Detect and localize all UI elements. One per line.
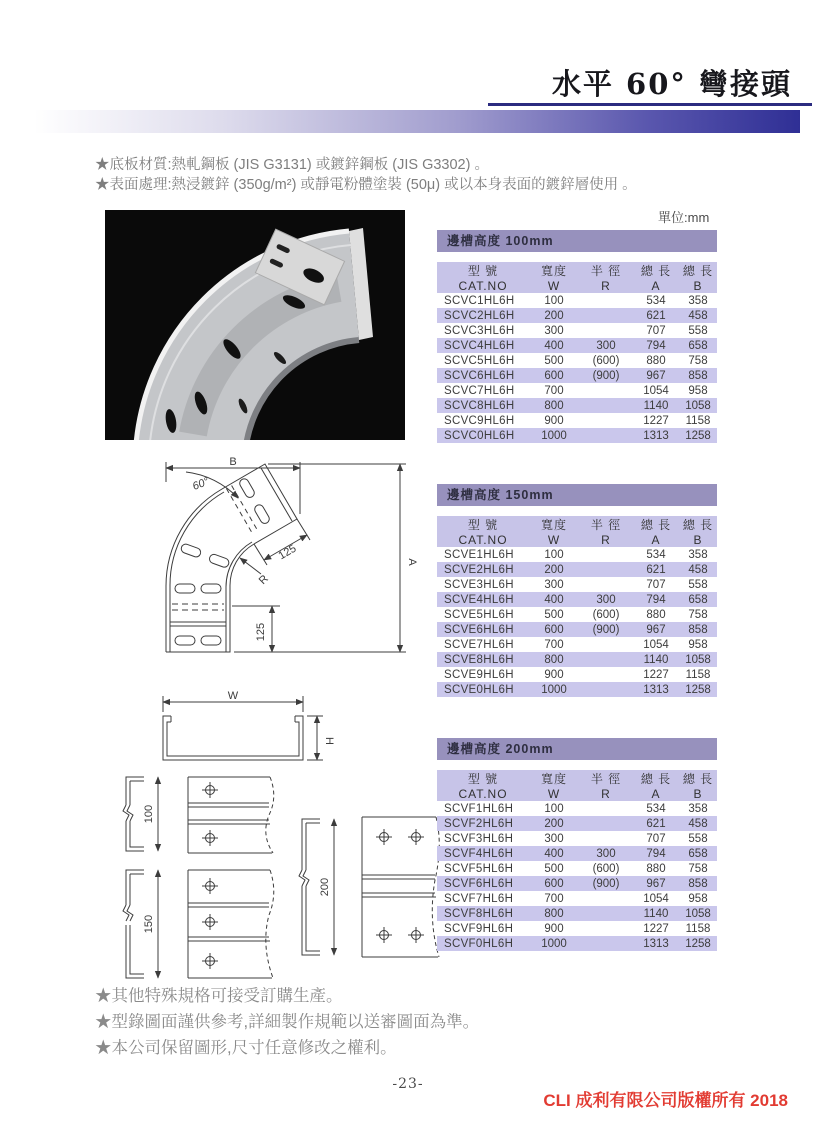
title-underline: [488, 103, 812, 106]
cell-value: 500: [544, 354, 564, 367]
cell-catno: SCVF0HL6H: [437, 936, 529, 951]
dim-b-label: B: [229, 456, 237, 468]
cell-catno: SCVE8HL6H: [437, 652, 529, 667]
cell-value: 1158: [685, 414, 711, 427]
cell-value: 700: [544, 638, 564, 651]
cell-catno: SCVF8HL6H: [437, 906, 529, 921]
spec-table-150: [437, 516, 717, 697]
cell-value: [579, 816, 633, 831]
column-header: 寬度: [529, 770, 579, 787]
cell-catno: SCVC6HL6H: [437, 368, 529, 383]
cell-catno: SCVF5HL6H: [444, 862, 514, 875]
page-title: 水平 60° 彎接頭: [551, 67, 792, 101]
cell-catno: SCVF7HL6H: [444, 892, 514, 905]
angle-label: 60°: [190, 475, 211, 493]
cell-value: 1000: [529, 682, 579, 697]
cell-value: 1313: [633, 936, 679, 951]
table-row: [437, 921, 717, 936]
column-header: 總 長: [679, 770, 717, 787]
table-row: [437, 338, 717, 353]
cell-value: 880: [646, 354, 666, 367]
cell-value: 967: [633, 368, 679, 383]
cell-catno: SCVE0HL6H: [437, 682, 529, 697]
spec-table-200: [437, 770, 717, 951]
column-header: W: [529, 533, 579, 547]
cell-catno: SCVC7HL6H: [444, 384, 515, 397]
cell-value: [579, 682, 633, 697]
cell-value: 400: [529, 846, 579, 861]
column-header: 寬度: [529, 262, 579, 279]
cell-value: 534: [646, 802, 666, 815]
cell-value: 707: [646, 578, 666, 591]
cell-value: 1054: [643, 892, 669, 905]
cell-value: 900: [544, 414, 564, 427]
cell-value: [579, 428, 633, 443]
cell-catno: SCVE2HL6H: [437, 562, 529, 577]
cell-value: 1258: [679, 682, 717, 697]
cell-catno: SCVF1HL6H: [444, 802, 514, 815]
cell-catno: SCVF4HL6H: [437, 846, 529, 861]
header-gradient-bar: [34, 110, 800, 133]
table-row: [437, 293, 717, 308]
table-row: [437, 607, 717, 622]
cell-catno: SCVC2HL6H: [437, 308, 529, 323]
bolt-symbols-150: [202, 878, 218, 969]
product-photo-rendering: [105, 210, 405, 440]
cell-catno: SCVE7HL6H: [444, 638, 514, 651]
column-header: CAT.NO: [437, 279, 529, 293]
cell-value: 534: [646, 294, 666, 307]
table-row: [437, 308, 717, 323]
column-header-cn-row: [437, 516, 717, 533]
cell-value: 600: [529, 368, 579, 383]
cell-value: [579, 921, 633, 936]
column-header: 寬度: [529, 516, 579, 533]
cell-value: [579, 652, 633, 667]
table-row: [437, 353, 717, 368]
cell-value: 880: [646, 608, 666, 621]
cell-value: 900: [544, 922, 564, 935]
cell-value: 707: [646, 832, 666, 845]
cell-value: 707: [646, 324, 666, 337]
cell-value: 758: [688, 608, 708, 621]
cell-value: 621: [633, 562, 679, 577]
cell-value: 1158: [685, 922, 711, 935]
table-row: [437, 801, 717, 816]
cell-value: (600): [592, 608, 620, 621]
cell-value: 758: [688, 354, 708, 367]
table-row: [437, 547, 717, 562]
cell-catno: SCVE3HL6H: [444, 578, 514, 591]
cell-value: 1058: [679, 906, 717, 921]
cell-value: 1058: [679, 398, 717, 413]
cell-value: [579, 891, 633, 906]
product-photo: [105, 210, 405, 440]
column-header: R: [579, 279, 633, 293]
cell-value: 600: [529, 622, 579, 637]
cell-value: 1140: [633, 398, 679, 413]
cell-value: 100: [544, 294, 564, 307]
column-header: A: [633, 279, 679, 293]
column-header: 總 長: [633, 516, 679, 533]
column-header-cn-row: [437, 262, 717, 279]
column-header: A: [633, 533, 679, 547]
cell-value: 794: [633, 338, 679, 353]
column-header: W: [529, 279, 579, 293]
cell-value: 800: [529, 906, 579, 921]
cell-value: 621: [633, 308, 679, 323]
column-header: 型 號: [437, 770, 529, 787]
column-header-cn-row: [437, 770, 717, 787]
spec-table-block-200: [437, 738, 717, 951]
cell-value: 1158: [685, 668, 711, 681]
column-header: R: [579, 787, 633, 801]
cell-value: 500: [544, 862, 564, 875]
bolt-symbols-100: [202, 782, 218, 846]
cell-value: [579, 936, 633, 951]
column-header: W: [529, 787, 579, 801]
cell-catno: SCVC3HL6H: [444, 324, 515, 337]
cell-value: 1313: [633, 428, 679, 443]
cell-catno: SCVC9HL6H: [444, 414, 515, 427]
column-header: 總 長: [633, 770, 679, 787]
material-notes: [95, 156, 637, 195]
cell-value: 800: [529, 652, 579, 667]
table-row: [437, 846, 717, 861]
cell-catno: SCVC5HL6H: [444, 354, 515, 367]
cell-catno: SCVF9HL6H: [444, 922, 514, 935]
table-row: [437, 413, 717, 428]
table-row: [437, 816, 717, 831]
cell-value: 794: [633, 592, 679, 607]
cell-value: [579, 547, 633, 562]
cell-value: [579, 413, 633, 428]
cell-value: 1000: [529, 428, 579, 443]
cell-value: 1140: [633, 652, 679, 667]
cell-value: 880: [646, 862, 666, 875]
page-number: -23-: [392, 1076, 424, 1092]
cell-value: [579, 323, 633, 338]
table-row: [437, 383, 717, 398]
cell-value: [579, 383, 633, 398]
column-header: B: [679, 533, 717, 547]
cell-value: 700: [544, 384, 564, 397]
cell-value: 600: [529, 876, 579, 891]
column-header: 總 長: [679, 262, 717, 279]
cell-value: 1258: [679, 936, 717, 951]
table-row: [437, 562, 717, 577]
cell-value: 1258: [679, 428, 717, 443]
column-header: 型 號: [437, 262, 529, 279]
cell-value: 794: [633, 846, 679, 861]
cell-value: 858: [679, 622, 717, 637]
table-row: [437, 936, 717, 951]
cell-value: [579, 906, 633, 921]
column-header: R: [579, 533, 633, 547]
column-header: A: [633, 787, 679, 801]
cell-value: 458: [679, 308, 717, 323]
cell-value: 534: [646, 548, 666, 561]
section-header-200: 邊槽高度 200mm: [437, 738, 717, 760]
cell-value: 967: [633, 622, 679, 637]
column-header: 總 長: [679, 516, 717, 533]
cell-catno: SCVE9HL6H: [444, 668, 514, 681]
cell-catno: SCVE6HL6H: [437, 622, 529, 637]
section-header-150: 邊槽高度 150mm: [437, 484, 717, 506]
column-header: 半 徑: [579, 770, 633, 787]
cell-value: [579, 801, 633, 816]
table-row: [437, 368, 717, 383]
cell-catno: SCVC1HL6H: [444, 294, 515, 307]
cell-value: 558: [688, 832, 708, 845]
cell-catno: SCVC0HL6H: [437, 428, 529, 443]
bolt-symbols-200: [376, 829, 424, 943]
cell-catno: SCVF3HL6H: [444, 832, 514, 845]
footer-notes: [95, 983, 479, 1061]
cell-value: 358: [688, 802, 708, 815]
table-row: [437, 652, 717, 667]
cell-value: 958: [688, 384, 708, 397]
cell-value: (900): [579, 876, 633, 891]
cell-value: 200: [529, 816, 579, 831]
cell-value: (900): [579, 368, 633, 383]
cell-value: 658: [679, 846, 717, 861]
cell-value: 758: [688, 862, 708, 875]
note-surface-treatment: ★表面處理:熱浸鍍鋅 (350g/m²) 或靜電粉體塗裝 (50μ) 或以本身表面的鍍鋅層使用 。: [95, 176, 637, 193]
cell-catno: SCVC4HL6H: [437, 338, 529, 353]
table-row: [437, 398, 717, 413]
cell-value: 558: [688, 578, 708, 591]
dim-a-label: A: [406, 558, 418, 566]
cell-value: 400: [529, 338, 579, 353]
cell-value: 1227: [643, 668, 669, 681]
radius-label: R: [256, 572, 271, 587]
table-row: [437, 891, 717, 906]
cell-value: 1054: [643, 384, 669, 397]
column-header: 總 長: [633, 262, 679, 279]
spec-table-block-100: [437, 230, 717, 443]
table-row: [437, 323, 717, 338]
bend-top-view-drawing: [148, 456, 420, 702]
cell-value: 1000: [529, 936, 579, 951]
cell-value: 300: [544, 578, 564, 591]
cell-value: 500: [544, 608, 564, 621]
cell-value: 300: [579, 846, 633, 861]
cell-catno: SCVE4HL6H: [437, 592, 529, 607]
column-header: 型 號: [437, 516, 529, 533]
note-rights-reserved: ★本公司保留圖形,尺寸任意修改之權利。: [95, 1039, 397, 1057]
table-row: [437, 906, 717, 921]
column-header-en-row: [437, 279, 717, 293]
spec-table-block-150: [437, 484, 717, 697]
column-header: 半 徑: [579, 262, 633, 279]
cell-value: 900: [544, 668, 564, 681]
cell-value: 300: [579, 592, 633, 607]
height-200-label: 200: [319, 877, 331, 897]
cell-value: 658: [679, 592, 717, 607]
cell-value: 958: [688, 638, 708, 651]
column-header: CAT.NO: [437, 787, 529, 801]
channel-section-drawing: [145, 688, 335, 773]
copyright-notice: CLI 成利有限公司版權所有 2018: [543, 1091, 788, 1110]
cell-value: 458: [679, 562, 717, 577]
dim-h-label: H: [323, 737, 335, 745]
section-header-100: 邊槽高度 100mm: [437, 230, 717, 252]
cell-value: 458: [679, 816, 717, 831]
table-row: [437, 637, 717, 652]
cell-value: [579, 667, 633, 682]
cell-value: 400: [529, 592, 579, 607]
cell-value: 800: [529, 398, 579, 413]
table-row: [437, 861, 717, 876]
cell-catno: SCVE1HL6H: [444, 548, 514, 561]
cell-value: (900): [579, 622, 633, 637]
cell-value: 700: [544, 892, 564, 905]
column-header-en-row: [437, 787, 717, 801]
cell-value: 200: [529, 562, 579, 577]
table-row: [437, 876, 717, 891]
cell-value: 858: [679, 368, 717, 383]
cell-value: 300: [579, 338, 633, 353]
column-header: B: [679, 279, 717, 293]
cell-value: [579, 577, 633, 592]
cell-value: [579, 831, 633, 846]
cell-value: [579, 398, 633, 413]
spec-table-100: [437, 262, 717, 443]
cell-value: 358: [688, 294, 708, 307]
column-header: CAT.NO: [437, 533, 529, 547]
cell-value: 1313: [633, 682, 679, 697]
table-row: [437, 577, 717, 592]
cell-catno: SCVC8HL6H: [437, 398, 529, 413]
cell-value: 1058: [679, 652, 717, 667]
height-150-label: 150: [143, 914, 155, 934]
table-row: [437, 682, 717, 697]
column-header: B: [679, 787, 717, 801]
cell-value: 1227: [643, 414, 669, 427]
cell-value: 100: [544, 802, 564, 815]
cell-value: 1140: [633, 906, 679, 921]
cell-value: 967: [633, 876, 679, 891]
cell-value: 300: [544, 324, 564, 337]
rail-profiles-drawing: [110, 775, 440, 980]
cell-value: 621: [633, 816, 679, 831]
unit-label: 單位:mm: [658, 210, 710, 225]
cell-value: 300: [544, 832, 564, 845]
cell-value: (600): [592, 354, 620, 367]
table-row: [437, 622, 717, 637]
cell-value: 858: [679, 876, 717, 891]
note-base-material: ★底板材質:熱軋鋼板 (JIS G3131) 或鍍鋅鋼板 (JIS G3302) 。: [95, 157, 489, 173]
dim-w-label: W: [227, 690, 239, 702]
height-100-label: 100: [143, 804, 155, 824]
cell-catno: SCVF2HL6H: [437, 816, 529, 831]
cell-value: (600): [592, 862, 620, 875]
note-custom-specs: ★其他特殊規格可接受訂購生產。: [95, 987, 343, 1005]
table-row: [437, 831, 717, 846]
len-bottom-label: 125: [255, 622, 267, 642]
cell-value: [579, 308, 633, 323]
cell-value: 658: [679, 338, 717, 353]
cell-catno: SCVE5HL6H: [444, 608, 514, 621]
cell-value: [579, 562, 633, 577]
note-reference-only: ★型錄圖面謹供參考,詳細製作規範以送審圖面為準。: [95, 1013, 480, 1031]
table-row: [437, 428, 717, 443]
cell-value: 100: [544, 548, 564, 561]
table-row: [437, 667, 717, 682]
cell-value: 558: [688, 324, 708, 337]
cell-value: [579, 293, 633, 308]
cell-value: 358: [688, 548, 708, 561]
cell-value: 200: [529, 308, 579, 323]
cell-catno: SCVF6HL6H: [437, 876, 529, 891]
cell-value: 1227: [643, 922, 669, 935]
table-row: [437, 592, 717, 607]
cell-value: 1054: [643, 638, 669, 651]
cell-value: 958: [688, 892, 708, 905]
cell-value: [579, 637, 633, 652]
column-header-en-row: [437, 533, 717, 547]
column-header: 半 徑: [579, 516, 633, 533]
len-angled-label: 125: [276, 542, 299, 563]
